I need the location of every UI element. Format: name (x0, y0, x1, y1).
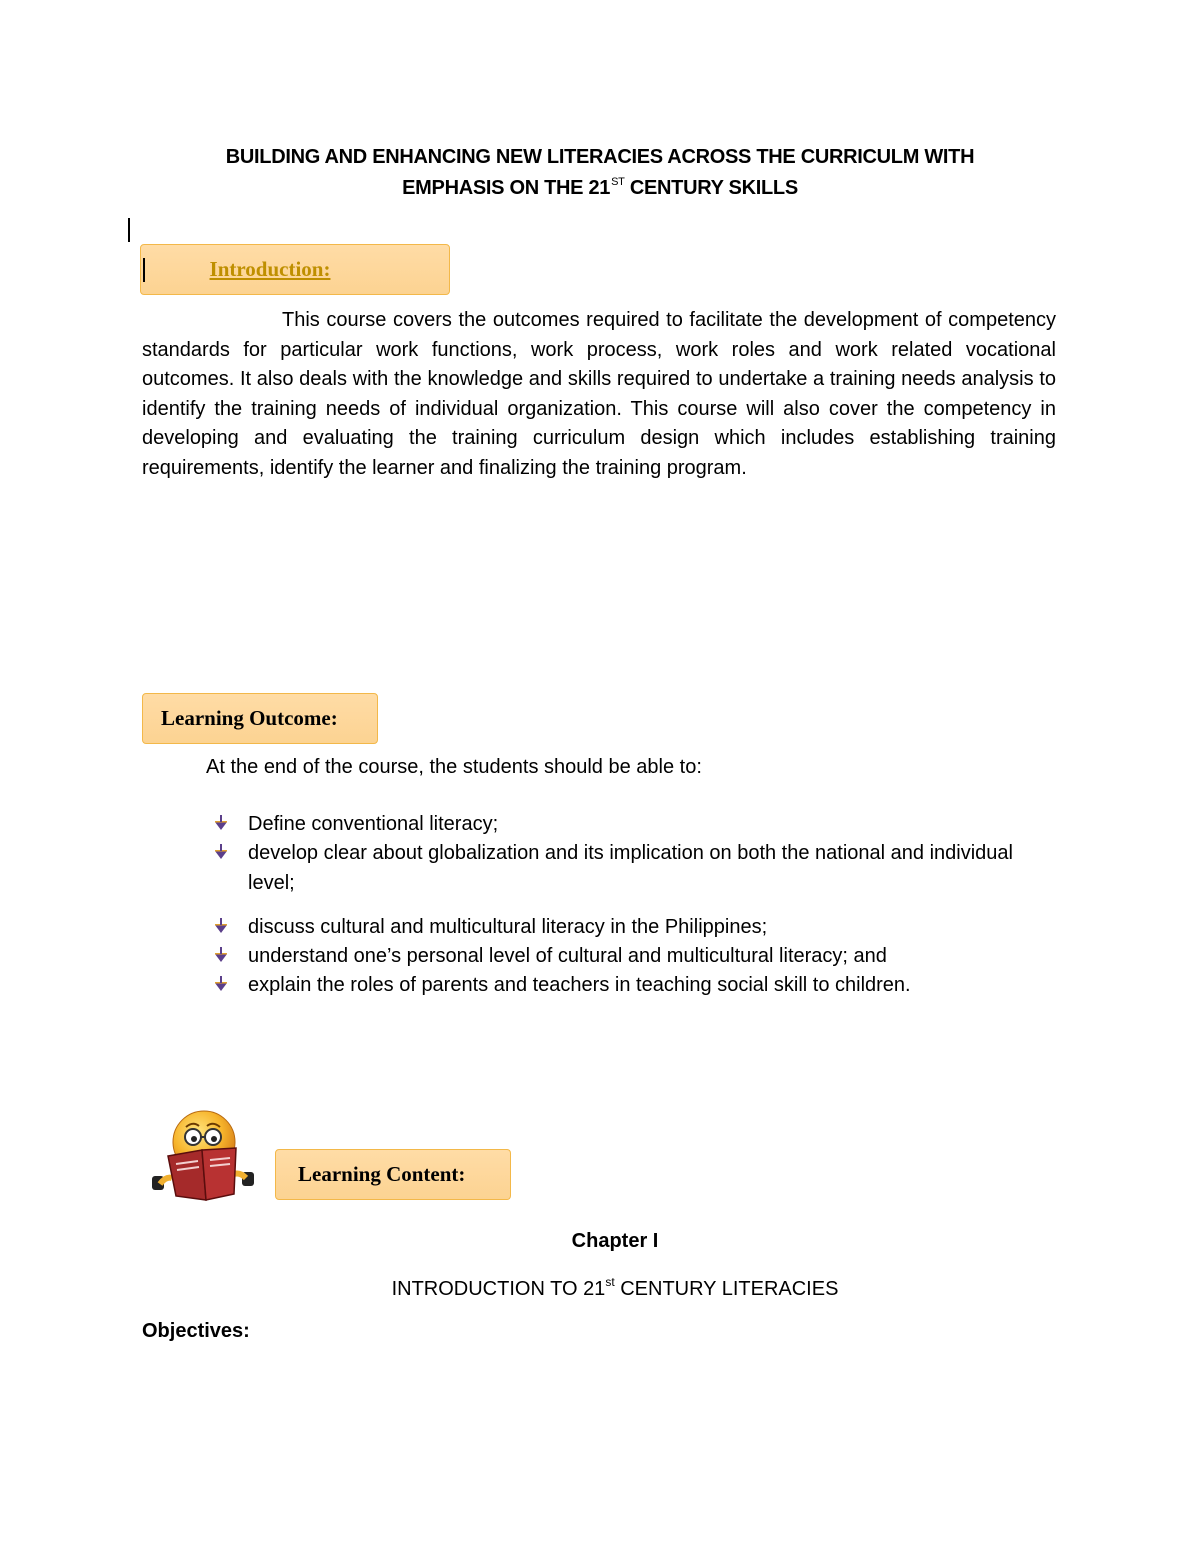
arrow-down-bullet-icon (212, 917, 230, 935)
list-item-text: understand one’s personal level of cultural and multicultural literacy; and (248, 945, 887, 967)
text-cursor (143, 258, 145, 282)
title-text-part: EMPHASIS ON THE 21 (402, 177, 611, 199)
arrow-down-bullet-icon (212, 814, 230, 832)
list-item (212, 913, 1062, 943)
arrow-down-bullet-icon (212, 946, 230, 964)
introduction-label: Introduction: (209, 257, 331, 281)
list-item-text: explain the roles of parents and teachers in teaching social skill to children. (248, 974, 911, 996)
learning-outcome-label-box (142, 693, 378, 744)
introduction-paragraph: This course covers the outcomes required to facilitate the development of competency standards for particular work functions, work process, work roles and work related vocational outcomes. It also deals with the knowledge and skills required to undertake a training needs analysis to identify the training needs of individual organization. This course will also cover the competency in developing and evaluating the training curriculum design which includes establishing training requirements, identify the learner and finalizing the training program. (142, 309, 1056, 479)
chapter-title (100, 1275, 1130, 1301)
list-item (212, 971, 1062, 1001)
title-text-part: CENTURY SKILLS (624, 177, 798, 199)
learning-outcome-lead: At the end of the course, the students should be able to: (206, 756, 702, 778)
chapter-title-part: INTRODUCTION TO 21 (391, 1278, 606, 1300)
title-superscript: ST (611, 176, 625, 188)
document-title-line2 (100, 176, 1100, 200)
list-item (212, 942, 1062, 972)
text-cursor (128, 218, 130, 242)
chapter-heading: Chapter I (571, 1230, 659, 1252)
chapter-title-superscript: st (605, 1275, 615, 1289)
document-title-line1: BUILDING AND ENHANCING NEW LITERACIES ACROSS THE CURRICULM WITH (225, 146, 975, 168)
list-item-text: discuss cultural and multicultural literacy in the Philippines; (248, 916, 768, 938)
introduction-label-box (140, 244, 450, 295)
chapter-title-part: CENTURY LITERACIES (614, 1278, 839, 1300)
list-item-text: develop clear about globalization and its implication on both the national and individual level; (248, 842, 1013, 894)
arrow-down-bullet-icon (212, 843, 230, 861)
learning-outcome-label: Learning Outcome: (161, 706, 338, 730)
reading-smiley-icon (146, 1106, 258, 1202)
list-item-text: Define conventional literacy; (248, 813, 499, 835)
learning-content-label: Learning Content: (298, 1162, 466, 1186)
learning-content-label-box (275, 1149, 511, 1200)
arrow-down-bullet-icon (212, 975, 230, 993)
list-item (212, 839, 1062, 898)
objectives-heading: Objectives: (142, 1320, 250, 1342)
list-item (212, 810, 1062, 840)
